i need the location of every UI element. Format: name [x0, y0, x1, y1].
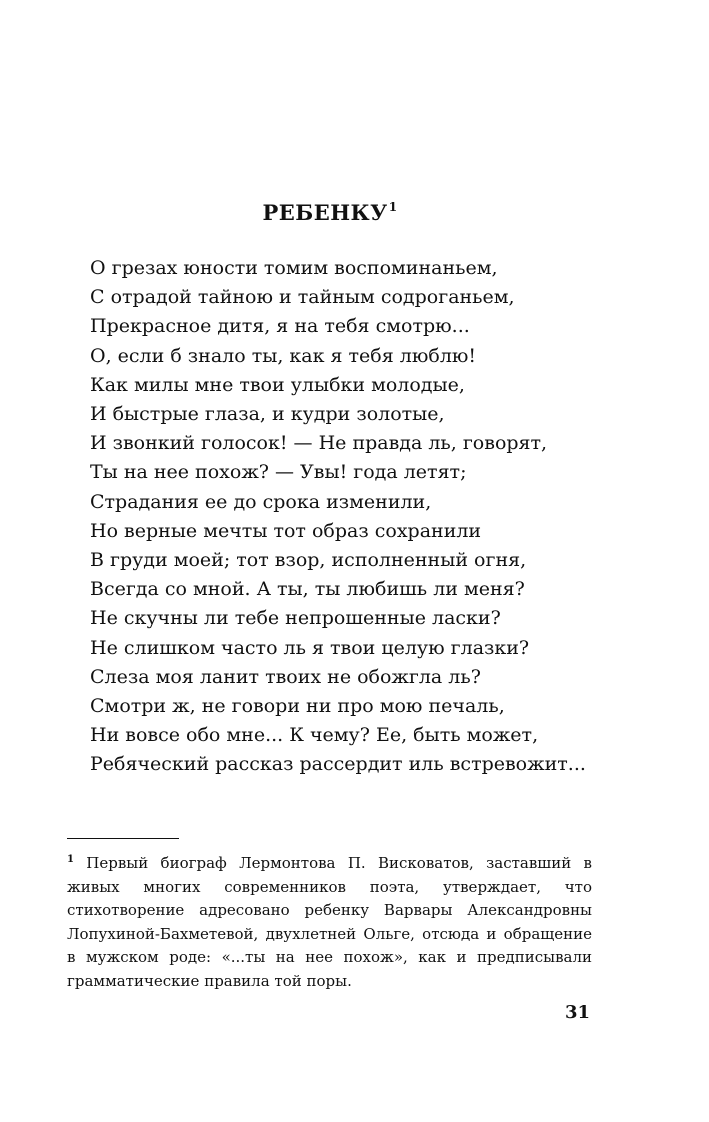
poem-body [90, 254, 650, 780]
poem-line: С отрадой тайною и тайным содроганьем, [90, 286, 515, 309]
page-number: 31 [564, 1002, 590, 1023]
poem-line: Не скучны ли тебе непрошенные ласки? [90, 607, 501, 630]
footnote [67, 848, 592, 994]
poem-line: Всегда со мной. А ты, ты любишь ли меня? [90, 578, 525, 601]
poem-title [0, 200, 660, 225]
poem-line: В груди моей; тот взор, исполненный огня, [90, 549, 527, 572]
poem-line: Прекрасное дитя, я на тебя смотрю... [90, 315, 470, 338]
poem-title-text: РЕБЕНКУ [262, 200, 388, 225]
poem-line: Ни вовсе обо мне... К чему? Ее, быть может, [90, 724, 539, 747]
poem-line: Как милы мне твои улыбки молодые, [90, 373, 465, 396]
poem-line: И быстрые глаза, и кудри золотые, [90, 403, 445, 426]
poem-line: Ты на нее похож? — Увы! года летят; [90, 461, 467, 484]
poem-line: Но верные мечты тот образ сохранили [90, 519, 482, 542]
poem-line: И звонкий голосок! — Не правда ль, говорят, [90, 432, 548, 455]
poem-line: Смотри ж, не говори ни про мою печаль, [90, 695, 505, 718]
poem-line: О, если б знало ты, как я тебя люблю! [90, 344, 477, 367]
poem-line: О грезах юности томим воспоминаньем, [90, 257, 498, 279]
title-footnote-marker[interactable]: 1 [388, 200, 398, 214]
footnote-text: Первый биограф Лермонтова П. Висковатов, заставший в живых многих современников поэта, утверждает, что стихотворение адресовано ребенку Варвары Александровны Лопухиной-Бахметевой, двухлетней Ольге, отсюда и обращение в мужском роде: «...ты на нее похож», как и предписывали грамматические правила той поры. [67, 854, 592, 990]
poem-line: Страдания ее до срока изменили, [90, 490, 432, 513]
poem-line: Слеза моя ланит твоих не обожгла ль? [90, 665, 481, 688]
footnote-marker: 1 [67, 854, 74, 865]
poem-line: Не слишком часто ль я твои целую глазки? [90, 636, 530, 659]
footnote-divider [67, 838, 179, 839]
poem-line: Ребяческий рассказ рассердит иль встревожит... [90, 753, 586, 776]
